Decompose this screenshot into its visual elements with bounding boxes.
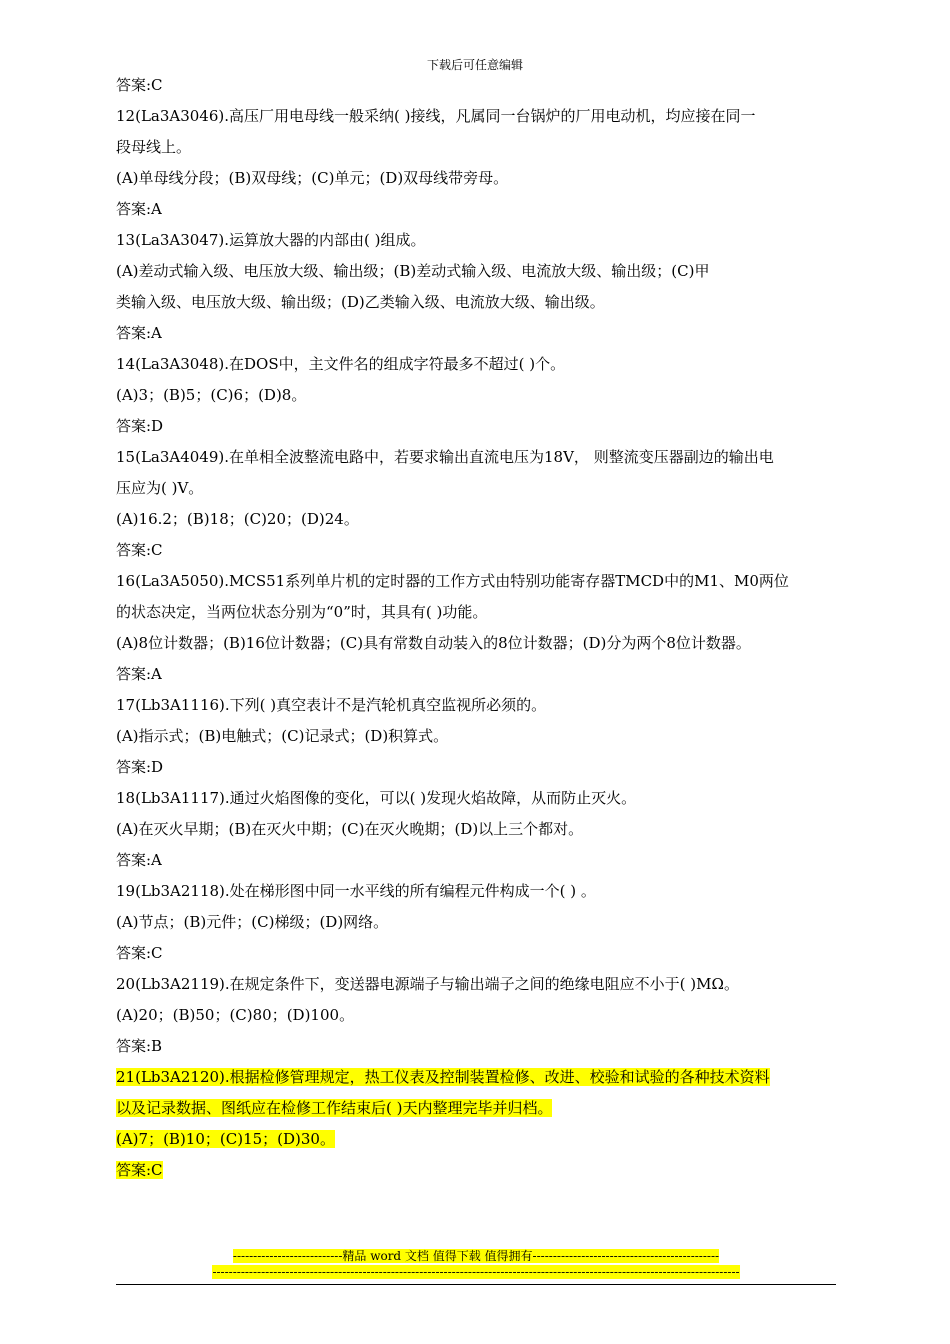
text-line [116, 659, 836, 690]
text-line [116, 318, 836, 349]
text-line-content: 答案:A [116, 200, 162, 218]
text-line-content: 答案:D [116, 417, 164, 435]
text-line-content: 答案:A [116, 665, 162, 683]
text-line-content: 答案:D [116, 758, 164, 776]
text-line-content: (A)7；(B)10；(C)15；(D)30。 [116, 1130, 335, 1148]
footer-line-1: ---------------------------精品 word 文档 值得下载 值得拥有---------------------------------------------- [232, 1249, 720, 1263]
text-line-content: 12(La3A3046).高压厂用电母线一般采纳( )接线，凡属同一台锅炉的厂用电动机，均应接在同一 [116, 107, 756, 125]
text-line-content: (A)在灭火早期；(B)在灭火中期；(C)在灭火晚期；(D)以上三个都对。 [116, 820, 584, 838]
text-line [116, 256, 836, 287]
text-line-content: 17(Lb3A1116).下列( )真空表计不是汽轮机真空监视所必须的。 [116, 696, 547, 714]
text-line [116, 132, 836, 163]
page-header: 下载后可任意编辑 [426, 58, 523, 72]
text-line-content: 答案:A [116, 851, 162, 869]
text-line-content: 答案:C [116, 541, 163, 559]
footer-line-2: ---------------------------------------------------------------------------------------------------------------------------------- [212, 1265, 740, 1279]
text-line-content: 以及记录数据、图纸应在检修工作结束后( )天内整理完毕并归档。 [116, 1099, 553, 1117]
text-line-content: 答案:A [116, 324, 162, 342]
text-line-content: 答案:C [116, 1161, 163, 1179]
text-line-content: (A)3；(B)5；(C)6；(D)8。 [116, 386, 307, 404]
page-footer [116, 1248, 836, 1280]
text-line [116, 1062, 836, 1093]
text-line [116, 163, 836, 194]
text-line-content: 16(La3A5050).MCS51系列单片机的定时器的工作方式由特别功能寄存器TMCD中的M1、M0两位 [116, 572, 789, 590]
text-line-content: 答案:B [116, 1037, 163, 1055]
text-line-content: 答案:C [116, 76, 163, 94]
text-line [116, 690, 836, 721]
text-line [116, 566, 836, 597]
text-line-content: 18(Lb3A1117).通过火焰图像的变化，可以( )发现火焰故障，从而防止灭火。 [116, 789, 637, 807]
text-line [116, 1031, 836, 1062]
text-line-content: 压应为( )V。 [116, 479, 204, 497]
text-line-content: (A)单母线分段；(B)双母线；(C)单元；(D)双母线带旁母。 [116, 169, 509, 187]
text-line-content: 段母线上。 [116, 138, 192, 156]
text-line [116, 907, 836, 938]
text-line-content: (A)指示式；(B)电触式；(C)记录式；(D)积算式。 [116, 727, 449, 745]
text-line-content: (A)16.2；(B)18；(C)20；(D)24。 [116, 510, 359, 528]
text-line [116, 938, 836, 969]
text-line-content: (A)20；(B)50；(C)80；(D)100。 [116, 1006, 355, 1024]
text-line [116, 1155, 836, 1186]
text-line [116, 814, 836, 845]
text-line-content: 13(La3A3047).运算放大器的内部由( )组成。 [116, 231, 426, 249]
text-line-content: (A)节点；(B)元件；(C)梯级；(D)网络。 [116, 913, 389, 931]
text-line [116, 721, 836, 752]
text-line [116, 1093, 836, 1124]
text-line [116, 597, 836, 628]
text-line-content: 19(Lb3A2118).处在梯形图中同一水平线的所有编程元件构成一个( ) 。 [116, 882, 596, 900]
text-line-content: 20(Lb3A2119).在规定条件下，变送器电源端子与输出端子之间的绝缘电阻应不小于( )MΩ。 [116, 975, 739, 993]
text-line-content: 15(La3A4049).在单相全波整流电路中，若要求输出直流电压为18V， 则整流变压器副边的输出电 [116, 448, 774, 466]
text-line [116, 349, 836, 380]
text-line [116, 473, 836, 504]
text-line [116, 628, 836, 659]
text-line-content: (A)差动式输入级、电压放大级、输出级；(B)差动式输入级、电流放大级、输出级；(C)甲 [116, 262, 710, 280]
text-line [116, 1124, 836, 1155]
text-line [116, 969, 836, 1000]
text-line-content: 类输入级、电压放大级、输出级；(D)乙类输入级、电流放大级、输出级。 [116, 293, 605, 311]
text-line-content: 14(La3A3048).在DOS中，主文件名的组成字符最多不超过( )个。 [116, 355, 566, 373]
text-line [116, 752, 836, 783]
text-line [116, 442, 836, 473]
text-line [116, 876, 836, 907]
text-line [116, 411, 836, 442]
text-line [116, 380, 836, 411]
text-line [116, 70, 836, 101]
text-line-content: 答案:C [116, 944, 163, 962]
text-line-content: 的状态决定，当两位状态分别为“0”时，其具有( )功能。 [116, 603, 488, 621]
text-line [116, 845, 836, 876]
text-line [116, 1000, 836, 1031]
text-line-content: 21(Lb3A2120).根据检修管理规定，热工仪表及控制装置检修、改进、校验和试验的各种技术资料 [116, 1068, 770, 1086]
text-line [116, 504, 836, 535]
question-list [116, 70, 836, 1186]
text-line [116, 194, 836, 225]
text-line-content: (A)8位计数器；(B)16位计数器；(C)具有常数自动装入的8位计数器；(D)分为两个8位计数器。 [116, 634, 751, 652]
text-line [116, 783, 836, 814]
text-line [116, 535, 836, 566]
footer-rule [116, 1284, 836, 1285]
text-line [116, 101, 836, 132]
text-line [116, 225, 836, 256]
text-line [116, 287, 836, 318]
